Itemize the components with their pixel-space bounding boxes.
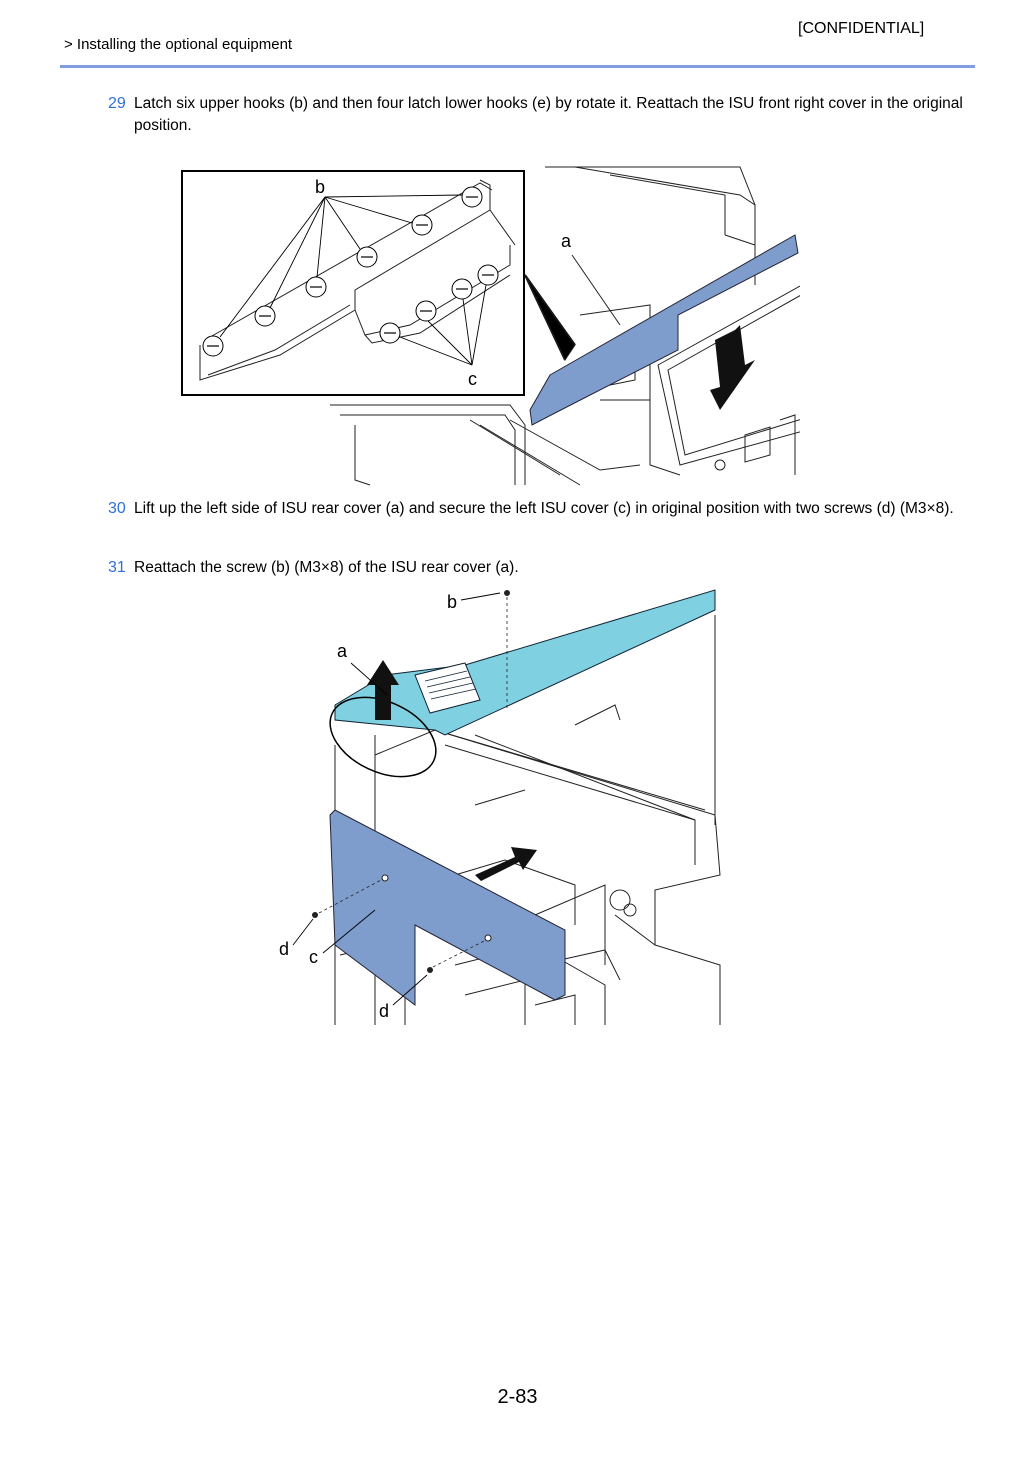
step-number: 31: [108, 559, 126, 576]
step-text: Lift up the left side of ISU rear cover (a) and secure the left ISU cover (c) in original position with two screws (d) (M3×8).: [134, 500, 954, 517]
label-d: d: [379, 1001, 390, 1021]
screw-icon: [427, 967, 433, 973]
left-isu-cover: [330, 810, 565, 1005]
label-c: c: [468, 369, 477, 389]
label-c: c: [309, 947, 318, 967]
figure-isu-rear-cover: [275, 585, 730, 1030]
screw-icon: [312, 912, 318, 918]
step-number: 29: [108, 95, 126, 112]
figure-isu-front-cover: [180, 165, 800, 490]
label-b: b: [447, 592, 458, 612]
label-a: a: [337, 641, 348, 661]
breadcrumb: > Installing the optional equipment: [64, 36, 293, 53]
screw-hole-icon: [382, 875, 388, 881]
push-arrow-icon: [475, 847, 537, 881]
step-number: 30: [108, 500, 126, 517]
screw-icon: [504, 590, 510, 596]
isu-front-right-cover: [530, 235, 798, 425]
step-text: Latch six upper hooks (b) and then four latch lower hooks (e) by rotate it. Reattach the ISU front right cover in the original position.: [134, 95, 963, 134]
step-31: [108, 557, 973, 579]
step-30: [108, 498, 973, 520]
confidential-label: [CONFIDENTIAL]: [798, 20, 925, 37]
label-b: b: [315, 177, 326, 197]
label-a: a: [561, 231, 572, 251]
header-rule: [60, 65, 975, 68]
down-arrow-icon: [710, 325, 755, 410]
screw-hole-icon: [485, 935, 491, 941]
isu-rear-cover: [335, 590, 715, 735]
page-number: 2-83: [497, 1386, 538, 1408]
label-d: d: [279, 939, 290, 959]
step-29: [108, 93, 973, 137]
step-text: Reattach the screw (b) (M3×8) of the ISU rear cover (a).: [134, 559, 519, 576]
